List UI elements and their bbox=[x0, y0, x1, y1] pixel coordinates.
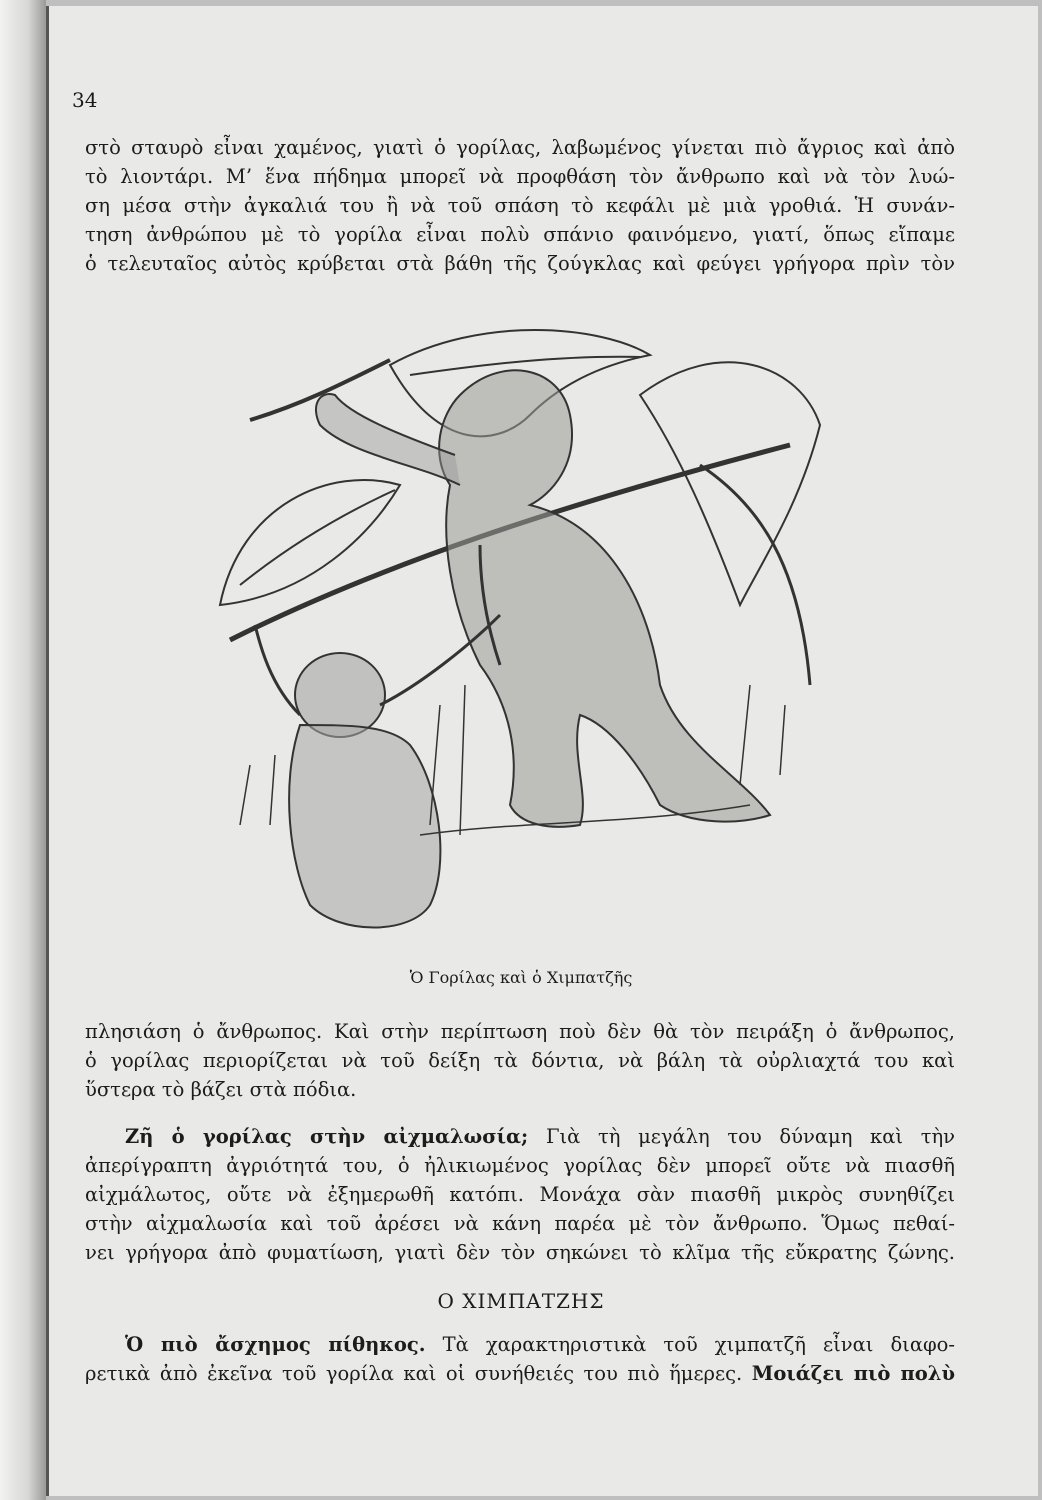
text-line: ὕστερα τὸ βάζει στὰ πόδια. bbox=[85, 1078, 357, 1101]
section-heading: Ο ΧΙΜΠΑΤΖΗΣ bbox=[437, 1289, 605, 1313]
paragraph-4 bbox=[85, 1330, 955, 1388]
book-spine-shadow bbox=[0, 0, 46, 1500]
text-run: Τὰ χαρακτηριστικὰ τοῦ χιμπατζῆ εἶναι διαφο- bbox=[442, 1333, 955, 1356]
paragraph-lead: Ὁ πιὸ ἄσχημος πίθηκος. bbox=[125, 1333, 426, 1356]
leaf-shape bbox=[640, 362, 820, 605]
paragraph-3 bbox=[85, 1122, 955, 1267]
text-line: ἀπερίγραπτη ἀγριότητά του, ὁ ἠλικιωμένος γορίλας δὲν μπορεῖ οὔτε νὰ πιασθῆ bbox=[85, 1154, 955, 1177]
text-line: τὸ λιοντάρι. Μ’ ἕνα πήδημα μπορεῖ νὰ προφθάση τὸν ἄνθρωπο καὶ νὰ τὸν λυώ- bbox=[85, 165, 955, 188]
gorilla-chimpanzee-illustration bbox=[180, 305, 830, 960]
paragraph-1 bbox=[85, 133, 955, 278]
text-line bbox=[85, 1122, 955, 1151]
gorilla-figure bbox=[439, 370, 770, 826]
text-run: Γιὰ τὴ μεγάλη του δύναμη καὶ τὴν bbox=[545, 1125, 956, 1148]
paragraph-2 bbox=[85, 1017, 955, 1104]
figure-caption: Ὁ Γορίλας καὶ ὁ Χιμπατζῆς bbox=[409, 968, 633, 987]
paragraph-lead: Ζῆ ὁ γορίλας στὴν αἰχμαλωσία; bbox=[125, 1125, 529, 1148]
text-line: ὁ τελευταῖος αὐτὸς κρύβεται στὰ βάθη τῆς ζούγκλας καὶ φεύγει γρήγορα πρὶν τὸν bbox=[85, 252, 955, 275]
text-line bbox=[85, 1359, 955, 1388]
text-run: ρετικὰ ἀπὸ ἐκεῖνα τοῦ γορίλα καὶ οἱ συνήθειές του πιὸ ἥμερες. bbox=[85, 1362, 743, 1385]
text-line: ση μέσα στὴν ἀγκαλιά του ἢ νὰ τοῦ σπάση τὸ κεφάλι μὲ μιὰ γροθιά. Ἡ συνάν- bbox=[85, 194, 955, 217]
chimp-body bbox=[289, 725, 440, 928]
text-line: στὴν αἰχμαλωσία καὶ τοῦ ἀρέσει νὰ κάνη παρέα μὲ τὸν ἄνθρωπο. Ὅμως πεθαί- bbox=[85, 1212, 955, 1235]
text-line: ὁ γορίλας περιορίζεται νὰ τοῦ δείξη τὰ δόντια, νὰ βάλη τὰ οὐρλιαχτά του καὶ bbox=[85, 1049, 955, 1072]
leaf-shape bbox=[220, 480, 400, 605]
illustration-drawing bbox=[180, 305, 830, 960]
text-line: νει γρήγορα ἀπὸ φυματίωση, γιατὶ δὲν τὸν σηκώνει τὸ κλῖμα τῆς εὔκρατης ζώνης. bbox=[85, 1241, 955, 1264]
text-line: πλησιάση ὁ ἄνθρωπος. Καὶ στὴν περίπτωση ποὺ δὲν θὰ τὸν πειράξη ὁ ἄνθρωπος, bbox=[85, 1020, 955, 1043]
chimp-arm bbox=[255, 625, 300, 715]
text-run-bold: Μοιάζει πιὸ πολὺ bbox=[751, 1362, 955, 1385]
gorilla-arm bbox=[316, 394, 460, 485]
text-line: στὸ σταυρὸ εἶναι χαμένος, γιατὶ ὁ γορίλας, λαβωμένος γίνεται πιὸ ἄγριος καὶ ἀπὸ bbox=[85, 136, 955, 159]
text-line bbox=[85, 1330, 955, 1359]
page-number: 34 bbox=[72, 88, 98, 112]
text-line: τηση ἀνθρώπου μὲ τὸ γορίλα εἶναι πολὺ σπάνιο φαινόμενο, γιατί, ὅπως εἴπαμε bbox=[85, 223, 955, 246]
text-line: αἰχμάλωτος, οὔτε νὰ ἐξημερωθῆ κατόπι. Μονάχα σὰν πιασθῆ μικρὸς συνηθίζει bbox=[85, 1183, 955, 1206]
